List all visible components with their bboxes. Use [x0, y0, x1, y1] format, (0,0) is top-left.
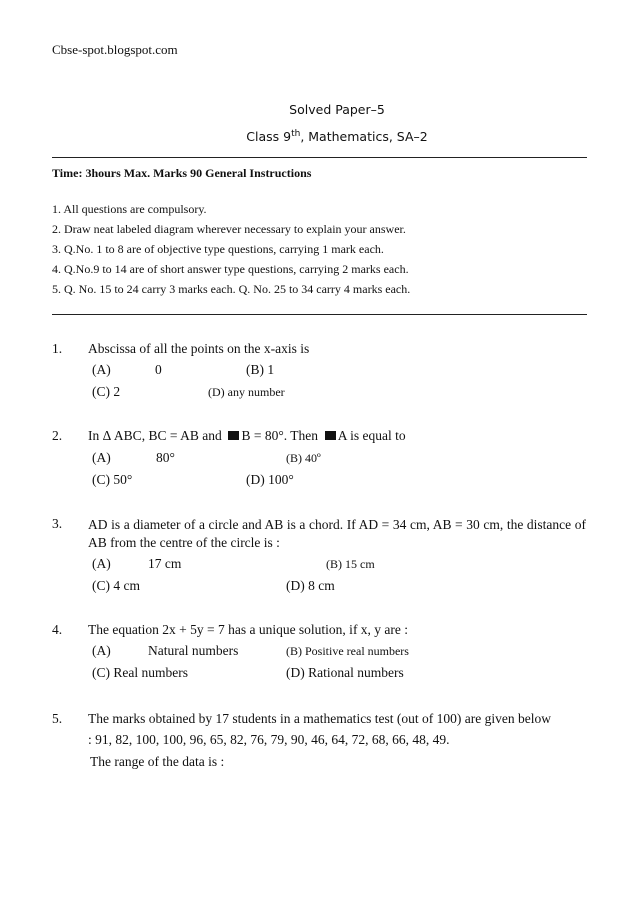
q5-data-values: : 91, 82, 100, 100, 96, 65, 82, 76, 79, 90, 46, 64, 72, 68, 66, 48, 49.: [88, 732, 450, 747]
q2-text-part-b: B = 80°. Then: [241, 428, 318, 443]
instruction-4: 4. Q.No.9 to 14 are of short answer type questions, carrying 2 marks each.: [52, 262, 409, 276]
question-2-number: 2.: [52, 428, 63, 443]
subtitle-prefix: Class 9: [246, 129, 292, 145]
q4-option-b: (B) Positive real numbers: [286, 644, 409, 658]
divider-top: [52, 157, 587, 158]
q1-option-d: (D) any number: [208, 385, 285, 399]
subtitle-sup: th: [291, 129, 301, 139]
question-1-text: Abscissa of all the points on the x-axis is: [88, 341, 310, 356]
question-3-number: 3.: [52, 516, 63, 531]
q5-subquestion: The range of the data is :: [90, 754, 225, 769]
q3-option-c: (C) 4 cm: [92, 578, 140, 593]
q2-option-a-value: 80°: [156, 450, 175, 465]
q4-option-a-label: (A): [92, 643, 111, 658]
question-5-number: 5.: [52, 711, 63, 726]
question-3-text: AD is a diameter of a circle and AB is a chord. If AD = 34 cm, AB = 30 cm, the distance of AB from the centre of the circle is :: [88, 517, 586, 550]
q4-option-d: (D) Rational numbers: [286, 665, 404, 680]
q4-option-a-value: Natural numbers: [148, 643, 239, 658]
divider-bottom: [52, 314, 587, 315]
angle-symbol-icon: [228, 431, 239, 440]
paper-subtitle: [0, 129, 638, 144]
q2-option-c: (C) 50°: [92, 472, 133, 487]
q4-option-c: (C) Real numbers: [92, 665, 188, 680]
q2-option-b: (B) 40º: [286, 451, 321, 465]
q3-option-a-value: 17 cm: [148, 556, 182, 571]
instructions-header: Time: 3hours Max. Marks 90 General Instructions: [52, 166, 312, 180]
question-5-text: The marks obtained by 17 students in a mathematics test (out of 100) are given below: [88, 711, 552, 726]
q2-text-part-c: A is equal to: [337, 428, 406, 443]
subtitle-suffix: , Mathematics, SA–2: [300, 129, 428, 145]
q1-option-b: (B) 1: [246, 362, 275, 377]
instruction-5: 5. Q. No. 15 to 24 carry 3 marks each. Q. No. 25 to 34 carry 4 marks each.: [52, 282, 411, 296]
q2-option-d: (D) 100°: [246, 472, 294, 487]
instruction-1: 1. All questions are compulsory.: [52, 202, 207, 216]
question-4-text: The equation 2x + 5y = 7 has a unique solution, if x, y are :: [88, 622, 409, 637]
q2-option-a-label: (A): [92, 450, 111, 465]
q1-option-c: (C) 2: [92, 384, 121, 399]
question-1-number: 1.: [52, 341, 63, 356]
question-4-number: 4.: [52, 622, 63, 637]
instruction-3: 3. Q.No. 1 to 8 are of objective type questions, carrying 1 mark each.: [52, 242, 384, 256]
paper-title: Solved Paper–5: [289, 102, 385, 117]
q3-option-a-label: (A): [92, 556, 111, 571]
source-website: Cbse-spot.blogspot.com: [52, 42, 178, 57]
q3-option-b: (B) 15 cm: [326, 557, 375, 571]
q3-option-d: (D) 8 cm: [286, 578, 335, 593]
instruction-2: 2. Draw neat labeled diagram wherever necessary to explain your answer.: [52, 222, 406, 236]
question-2-text: [88, 428, 406, 444]
q1-option-a-value: 0: [155, 362, 162, 377]
q2-text-part-a: In Δ ABC, BC = AB and: [88, 428, 222, 443]
q1-option-a-label: (A): [92, 362, 111, 377]
angle-symbol-icon: [325, 431, 336, 440]
